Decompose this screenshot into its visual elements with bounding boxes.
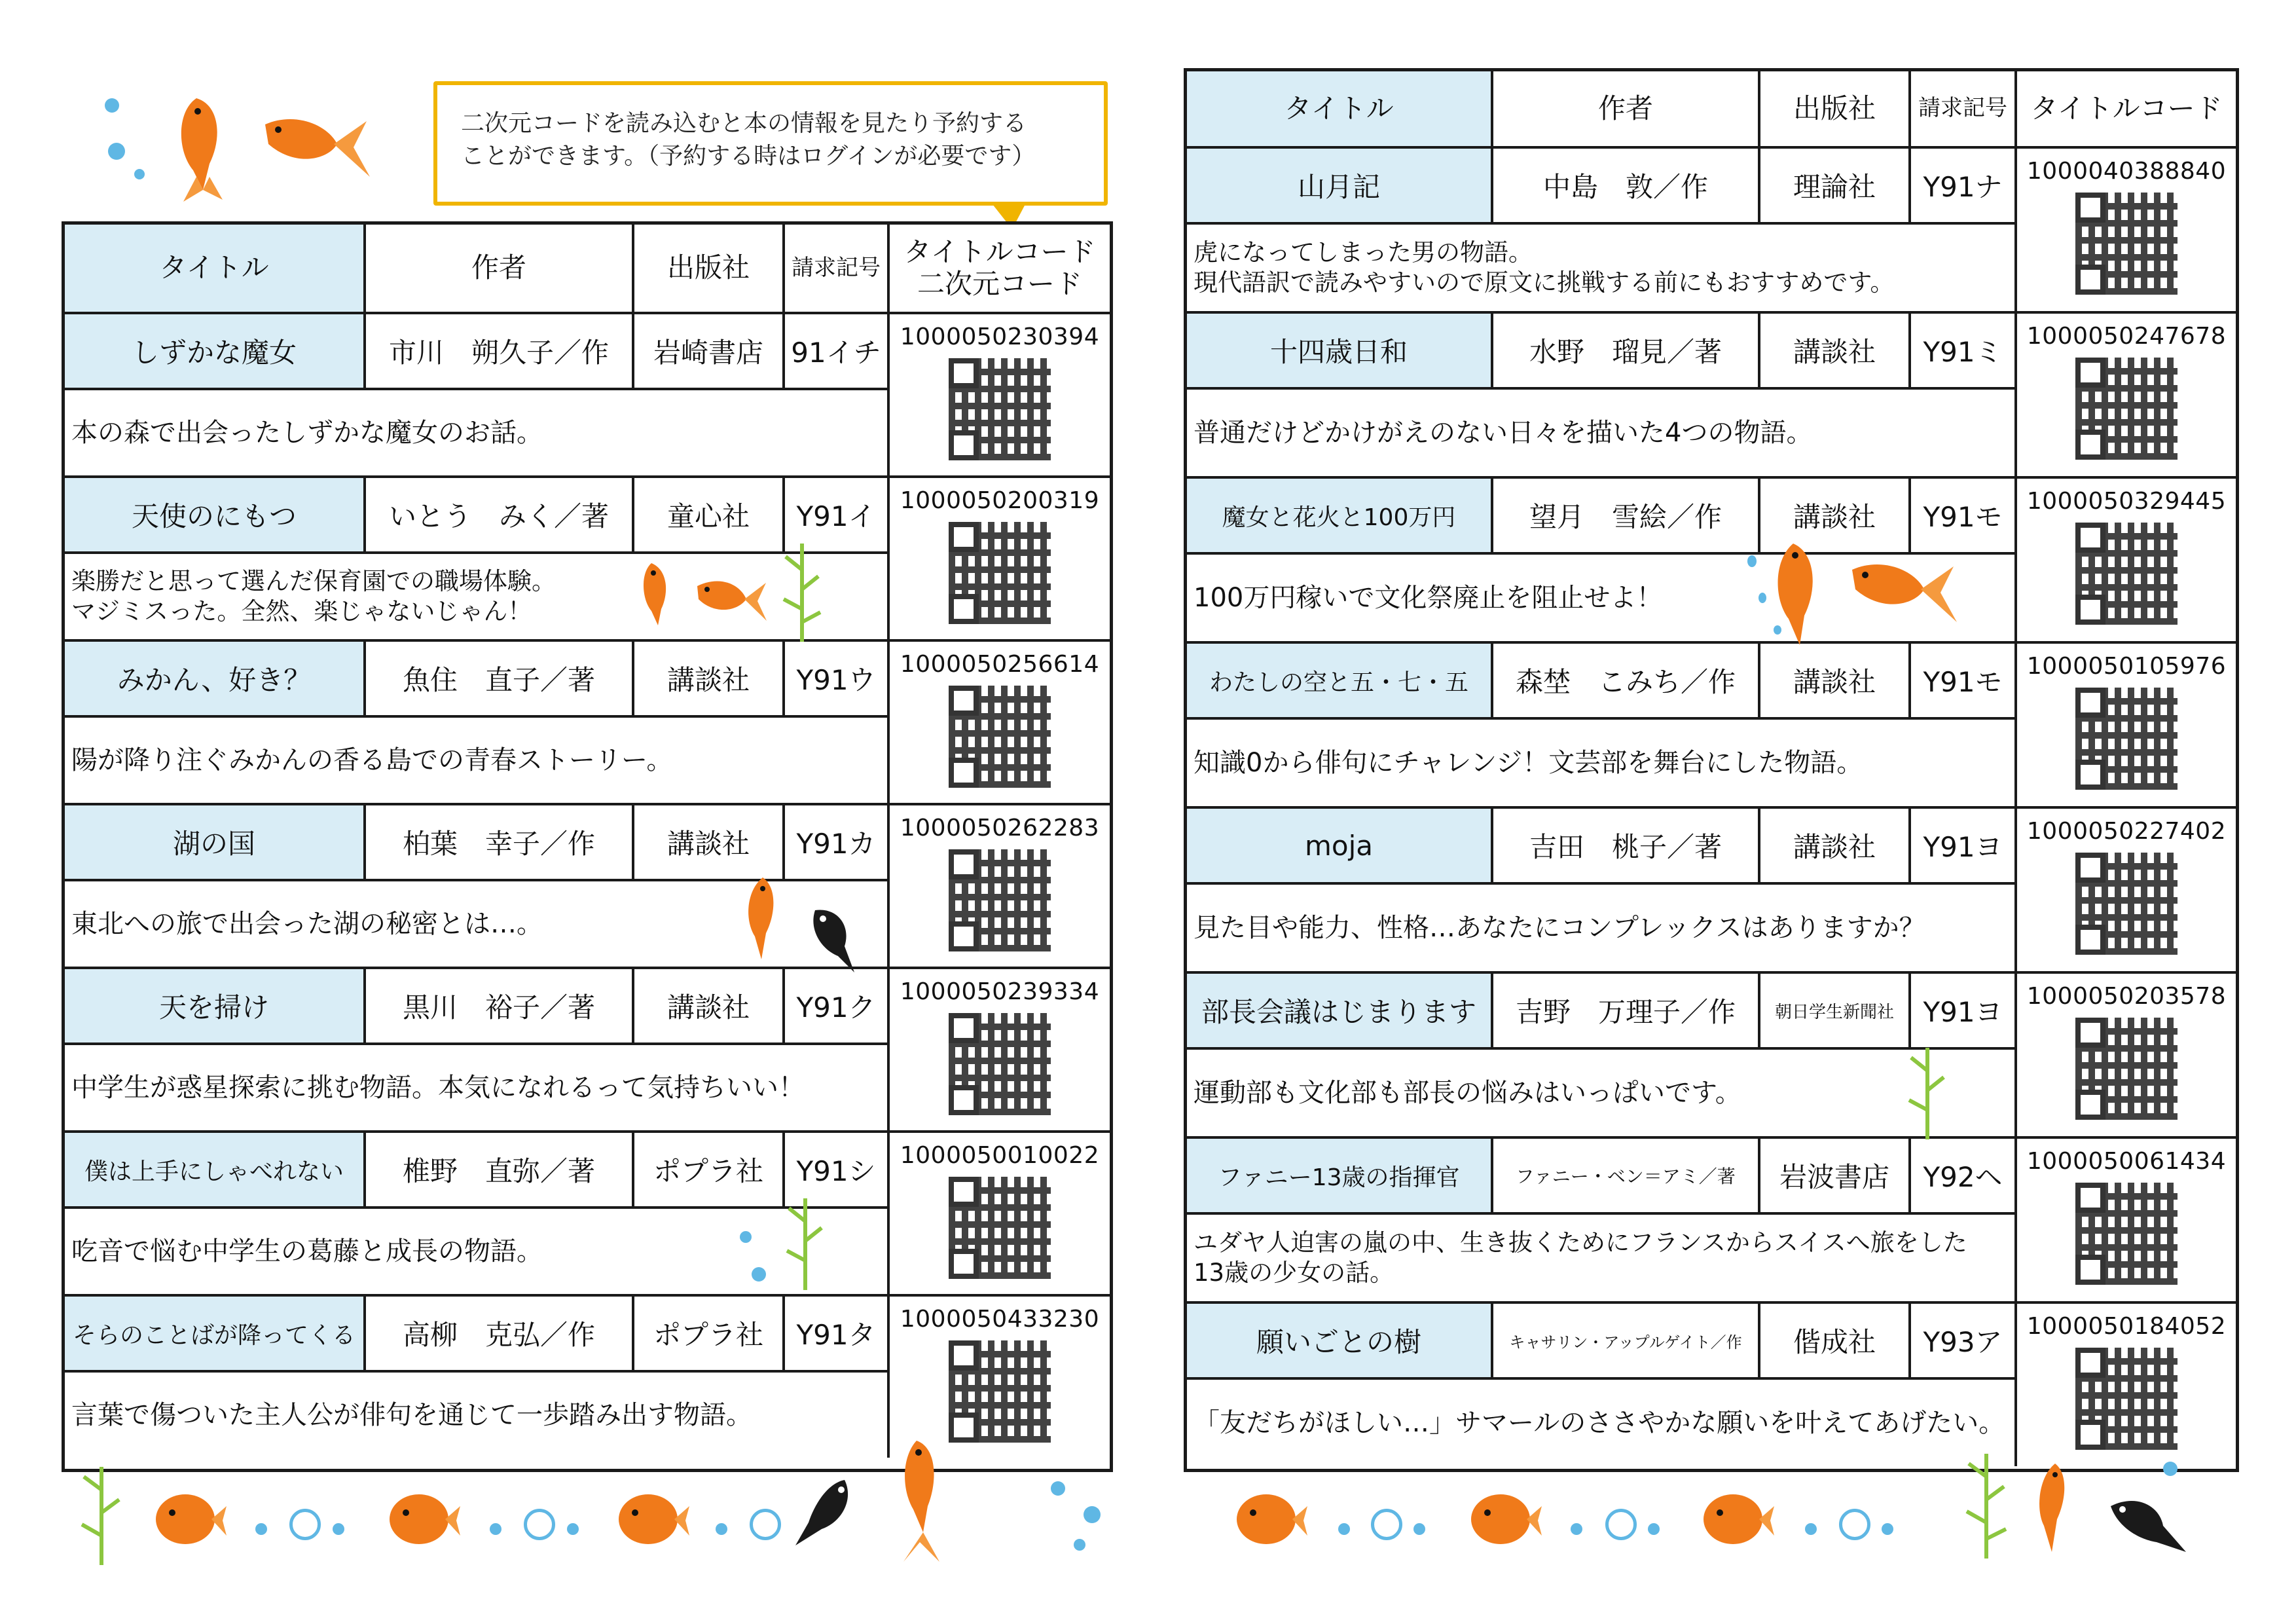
book-row [1187,644,2236,809]
book-author: いとう みく／著 [366,478,634,551]
book-row [65,314,1110,478]
book-description [65,1043,890,1130]
description-line-1: 吃音で悩む中学生の葛藤と成長の物語。 [71,1236,543,1266]
book-code-cell [2017,1304,2236,1466]
description-line-1: 「友だちがほしい…」サマールのささやかな願いを叶えてあげたい。 [1194,1408,2005,1438]
title-code: 1000050247678 [2026,323,2227,350]
waterweed-icon [1957,1447,2016,1559]
header-code-line-2: 二次元コード [917,267,1082,300]
goldfish-icon [157,92,249,203]
book-publisher: 偕成社 [1760,1304,1911,1377]
goldfish-icon [691,570,769,629]
title-code: 1000050433230 [900,1306,1100,1333]
callout-line-2: ことができます。（予約する時はログインが必要です） [461,143,1036,170]
book-code-cell [890,969,1110,1130]
book-title: moja [1187,809,1493,882]
qr-code-callout [433,81,1108,206]
book-publisher: 岩崎書店 [634,314,785,388]
book-code-cell [2017,314,2236,476]
book-author: 吉田 桃子／著 [1493,809,1760,882]
black-goldfish-icon [782,1470,867,1555]
title-code: 1000050010022 [900,1142,1100,1169]
book-author: ファニー・ベン＝アミ／著 [1493,1139,1760,1212]
book-row [1187,1139,2236,1304]
book-call-number: Y93ア [1911,1304,2017,1377]
qr-code-image[interactable] [949,522,1051,624]
book-row [1187,974,2236,1139]
description-line-1: 運動部も文化部も部長の悩みはいっぱいです。 [1194,1078,1741,1108]
book-publisher: 講談社 [1760,479,1911,552]
book-title: ファニー13歳の指揮官 [1187,1139,1493,1212]
book-row [1187,809,2236,974]
book-author: 魚住 直子／著 [366,642,634,715]
book-author: 中島 敦／作 [1493,149,1760,222]
book-title: みかん、好き？ [65,642,366,715]
book-publisher: ポプラ社 [634,1297,785,1370]
header-title: タイトル [65,225,366,312]
description-line-1: 東北への旅で出会った湖の秘密とは…。 [71,909,543,939]
book-author: 水野 瑠見／著 [1493,314,1760,387]
ranchu-goldfish-icon [612,1486,691,1552]
book-title: 山月記 [1187,149,1493,222]
book-description [65,1370,890,1458]
header-code: タイトルコード [2030,92,2223,124]
book-author: 望月 雪絵／作 [1493,479,1760,552]
title-code: 1000050061434 [2026,1148,2227,1175]
description-line-1: ユダヤ人迫害の嵐の中、生き抜くためにフランスからスイスへ旅をした [1194,1228,1967,1257]
description-line-1: 言葉で傷ついた主人公が俳句を通じて一歩踏み出す物語。 [71,1400,752,1430]
waterweed-icon [776,537,828,642]
qr-code-image[interactable] [2075,1018,2178,1120]
book-title: 願いごとの樹 [1187,1304,1493,1377]
book-code-cell [890,1133,1110,1294]
book-author: 柏葉 幸子／作 [366,805,634,879]
qr-code-image[interactable] [2075,523,2178,625]
book-publisher: 岩波書店 [1760,1139,1911,1212]
book-publisher: 講談社 [1760,809,1911,882]
book-author: 森埜 こみち／作 [1493,644,1760,717]
description-line-2: マジミスった。全然、楽じゃないじゃん！ [71,597,532,625]
book-publisher: 講談社 [1760,314,1911,387]
book-code-cell [2017,809,2236,971]
book-author: 黒川 裕子／著 [366,969,634,1043]
book-code-cell [890,805,1110,967]
book-title: 魔女と花火と100万円 [1187,479,1493,552]
book-row [1187,149,2236,314]
book-title: わたしの空と五・七・五 [1187,644,1493,717]
book-description [1187,1047,2017,1136]
waterweed-icon [1901,1041,1954,1139]
header-code-line-1: タイトルコード [903,236,1096,268]
book-call-number: Y91ヨ [1911,809,2017,882]
waterweed-icon [779,1192,831,1290]
book-call-number: Y91ク [785,969,890,1043]
book-call-number: Y91タ [785,1297,890,1370]
book-call-number: Y91モ [1911,479,2017,552]
callout-line-1: 二次元コードを読み込むと本の情報を見たり予約する [461,110,1027,137]
title-code: 1000050203578 [2026,983,2227,1010]
book-code-cell [2017,1139,2236,1301]
goldfish-icon [1842,550,1960,635]
book-code-cell [2017,974,2236,1136]
black-goldfish-icon [2104,1486,2189,1559]
book-call-number: Y91イ [785,478,890,551]
book-publisher: 講談社 [634,805,785,879]
title-code: 1000050230394 [900,323,1100,350]
book-publisher: 朝日学生新聞社 [1760,974,1911,1047]
book-code-cell [890,478,1110,639]
title-code: 1000050227402 [2026,818,2227,845]
book-publisher: 講談社 [1760,644,1911,717]
book-list-table-left [62,221,1113,1472]
title-code: 1000050256614 [900,651,1100,678]
book-title: 十四歳日和 [1187,314,1493,387]
qr-code-image[interactable] [949,358,1051,460]
title-code: 1000040388840 [2026,158,2227,185]
book-row [65,1133,1110,1297]
book-code-cell [890,642,1110,803]
qr-code-image[interactable] [949,1177,1051,1279]
book-title: 天使のにもつ [65,478,366,551]
description-line-1: 知識0から俳句にチャレンジ！文芸部を舞台にした物語。 [1194,748,1863,778]
qr-code-image[interactable] [2075,193,2178,295]
title-code: 1000050239334 [900,978,1100,1005]
qr-code-image[interactable] [949,686,1051,788]
book-call-number: Y91ヨ [1911,974,2017,1047]
book-author: キャサリン・アップルゲイト／作 [1493,1304,1760,1377]
book-call-number: Y91カ [785,805,890,879]
table-header [1187,71,2236,149]
book-description [65,1206,890,1294]
goldfish-icon [1757,537,1842,655]
book-title: そらのことばが降ってくる [65,1297,366,1370]
book-author: 吉野 万理子／作 [1493,974,1760,1047]
book-publisher: 講談社 [634,642,785,715]
ranchu-goldfish-icon [149,1486,228,1552]
description-line-1: 中学生が惑星探索に挑む物語。本気になれるって気持ちいい！ [71,1073,805,1103]
table-header [65,225,1110,314]
title-code: 1000050105976 [2026,653,2227,680]
book-row [65,642,1110,805]
header-publisher: 出版社 [1760,71,1911,146]
book-call-number: Y91ナ [1911,149,2017,222]
book-call-number: Y91ウ [785,642,890,715]
book-call-number: Y91ミ [1911,314,2017,387]
qr-code-image[interactable] [2075,358,2178,460]
black-goldfish-icon [802,900,874,979]
ranchu-goldfish-icon [1230,1486,1309,1552]
title-code: 1000050184052 [2026,1313,2227,1340]
qr-code-image[interactable] [2075,853,2178,955]
book-title: しずかな魔女 [65,314,366,388]
right-page [1148,0,2296,1624]
description-line-2: 13歳の少女の話。 [1194,1259,1394,1287]
qr-code-image[interactable] [2075,688,2178,790]
book-list-table-right [1184,68,2239,1472]
book-row [1187,479,2236,644]
description-line-1: 見た目や能力、性格…あなたにコンプレックスはありますか？ [1194,913,1925,943]
qr-code-image[interactable] [949,849,1051,951]
book-author: 高柳 克弘／作 [366,1297,634,1370]
book-description [65,715,890,803]
header-call-number: 請求記号 [785,225,890,312]
ranchu-goldfish-icon [383,1486,462,1552]
book-row [1187,314,2236,479]
description-line-1: 100万円稼いで文化祭廃止を阻止せよ！ [1194,583,1663,613]
header-publisher: 出版社 [634,225,785,312]
book-code-cell [2017,644,2236,806]
book-row [65,478,1110,642]
book-row [65,969,1110,1133]
book-description [1187,882,2017,971]
header-author: 作者 [366,225,634,312]
book-code-cell [2017,149,2236,311]
ranchu-goldfish-icon [1465,1486,1543,1552]
book-title: 湖の国 [65,805,366,879]
goldfish-icon [255,105,373,190]
book-title: 部長会議はじまります [1187,974,1493,1047]
book-author: 市川 朔久子／作 [366,314,634,388]
book-code-cell [2017,479,2236,641]
book-publisher: 童心社 [634,478,785,551]
title-code: 1000050262283 [900,815,1100,841]
book-publisher: 講談社 [634,969,785,1043]
qr-code-image[interactable] [2075,1183,2178,1285]
book-author: 椎野 直弥／著 [366,1133,634,1206]
book-call-number: Y91シ [785,1133,890,1206]
title-code: 1000050329445 [2026,488,2227,515]
book-publisher: 理論社 [1760,149,1911,222]
header-author: 作者 [1493,71,1760,146]
waterweed-icon [72,1460,131,1565]
book-call-number: Y91モ [1911,644,2017,717]
book-row [1187,1304,2236,1466]
qr-code-image[interactable] [2075,1348,2178,1450]
goldfish-icon [629,560,687,632]
book-description [1187,1212,2017,1301]
book-description [1187,387,2017,476]
book-title: 天を掃け [65,969,366,1043]
title-code: 1000050200319 [900,487,1100,514]
header-code [890,225,1110,312]
qr-code-image[interactable] [949,1013,1051,1115]
description-line-1: 虎になってしまった男の物語。 [1194,238,1533,267]
goldfish-icon [887,1434,959,1565]
description-line-1: 普通だけどかけがえのない日々を描いた4つの物語。 [1194,418,1813,448]
book-description [1187,717,2017,806]
book-call-number: Y92ヘ [1911,1139,2017,1212]
book-description [1187,222,2017,311]
book-description [65,388,890,475]
book-publisher: ポプラ社 [634,1133,785,1206]
description-line-1: 楽勝だと思って選んだ保育園での職場体験。 [71,566,556,595]
description-line-1: 本の森で出会ったしずかな魔女のお話。 [71,418,543,448]
qr-code-image[interactable] [949,1340,1051,1443]
book-call-number: 91イチ [785,314,890,388]
ranchu-goldfish-icon [1697,1486,1776,1552]
goldfish-icon [2019,1460,2078,1559]
book-code-cell [890,314,1110,475]
header-title: タイトル [1187,71,1493,146]
book-title: 僕は上手にしゃべれない [65,1133,366,1206]
header-call-number: 請求記号 [1911,71,2017,146]
description-line-1: 陽が降り注ぐみかんの香る島での青春ストーリー。 [71,745,673,775]
book-row [65,805,1110,969]
goldfish-icon [730,874,789,966]
description-line-2: 現代語訳で読みやすいので原文に挑戦する前にもおすすめです。 [1194,268,1895,297]
book-description [1187,1377,2017,1466]
